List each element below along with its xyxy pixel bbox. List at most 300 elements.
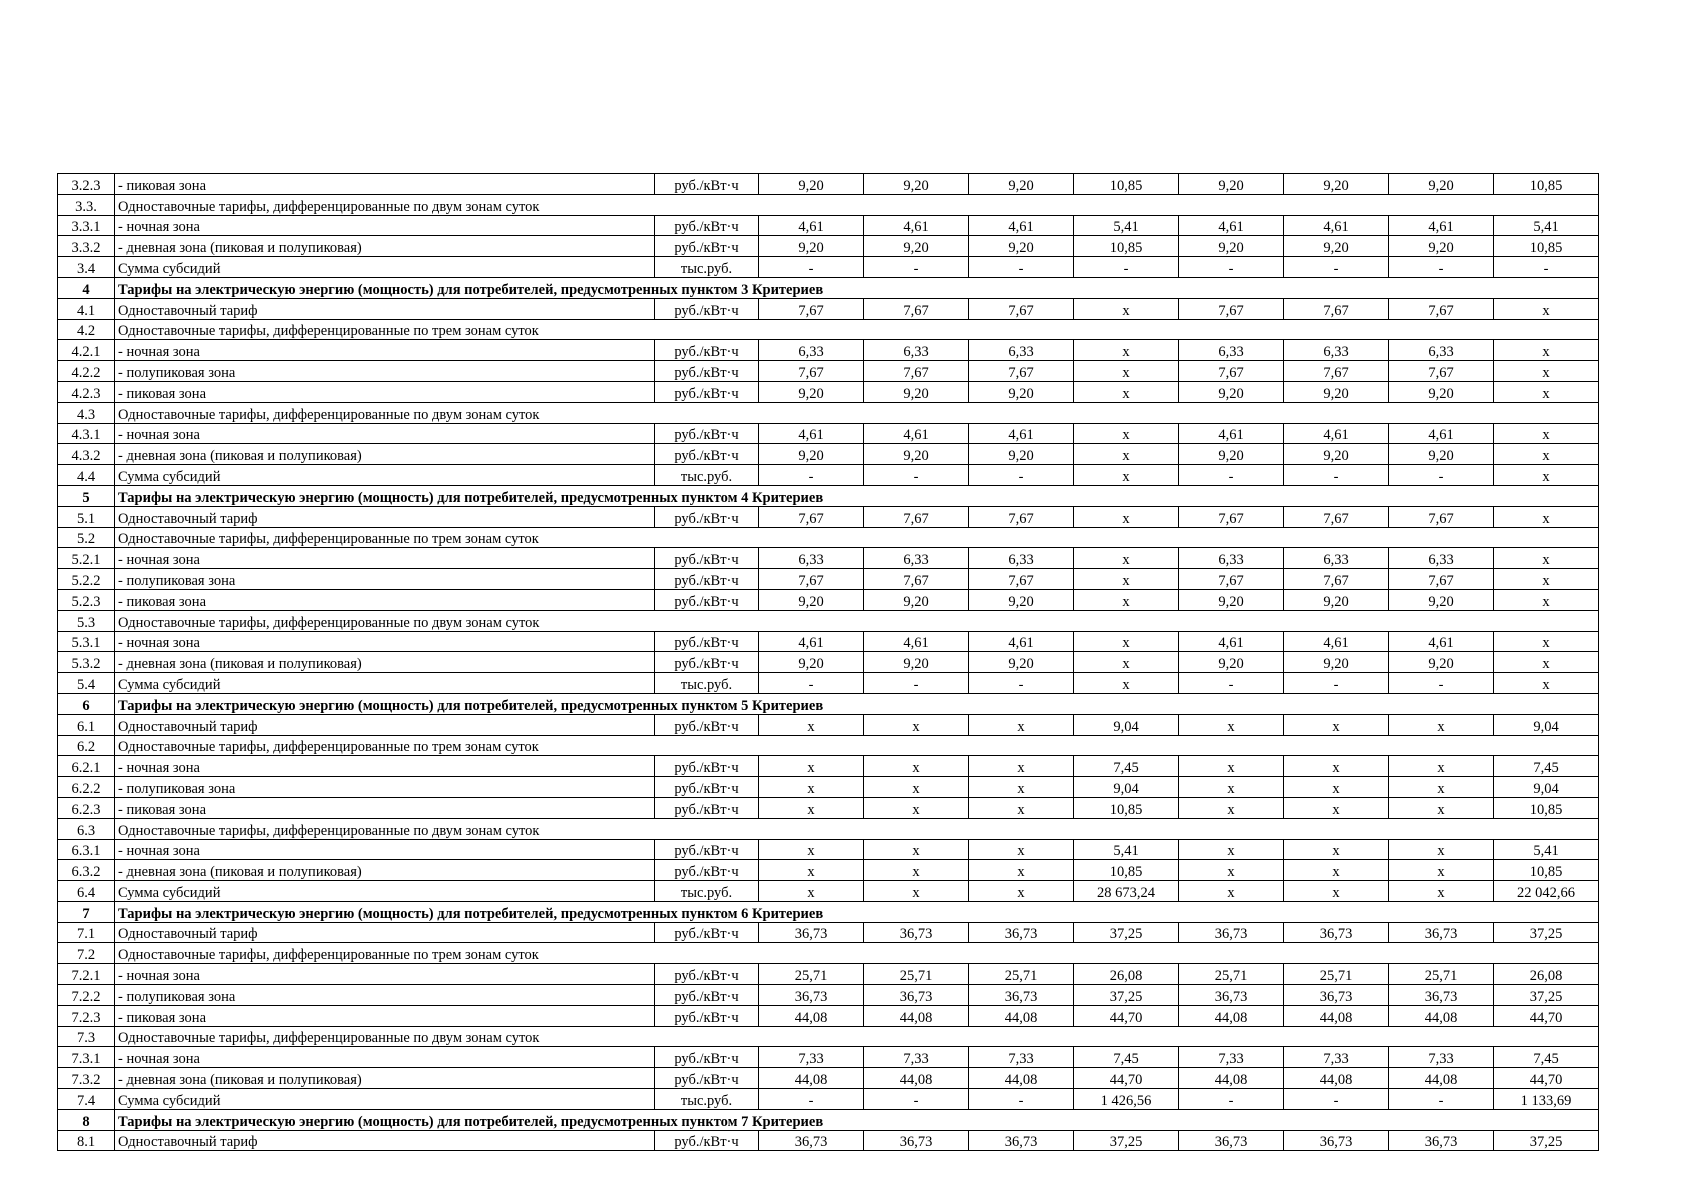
value-cell: 9,20 xyxy=(1179,444,1284,465)
unit-cell: руб./кВт·ч xyxy=(655,714,759,735)
row-name: - полупиковая зона xyxy=(115,569,655,590)
value-cell: 7,33 xyxy=(1389,1047,1494,1068)
value-cell: 7,45 xyxy=(1494,756,1599,777)
value-cell: 7,67 xyxy=(1284,361,1389,382)
table-row xyxy=(58,236,1599,257)
row-name: Одноставочные тарифы, дифференцированные по трем зонам суток xyxy=(115,527,1599,548)
value-cell: 7,67 xyxy=(759,569,864,590)
value-cell: - xyxy=(1284,465,1389,486)
value-cell: x xyxy=(1074,340,1179,361)
value-cell: 10,85 xyxy=(1494,174,1599,195)
value-cell: x xyxy=(759,714,864,735)
value-cell: 36,73 xyxy=(1179,922,1284,943)
value-cell: x xyxy=(1494,340,1599,361)
row-number: 8 xyxy=(58,1109,115,1130)
value-cell: x xyxy=(1389,756,1494,777)
value-cell: - xyxy=(969,673,1074,694)
value-cell: x xyxy=(1389,777,1494,798)
value-cell: x xyxy=(759,860,864,881)
value-cell: 7,45 xyxy=(1074,1047,1179,1068)
value-cell: 6,33 xyxy=(864,340,969,361)
table-row xyxy=(58,985,1599,1006)
row-name: Одноставочный тариф xyxy=(115,714,655,735)
value-cell: 36,73 xyxy=(1389,985,1494,1006)
value-cell: x xyxy=(1389,860,1494,881)
value-cell: 10,85 xyxy=(1074,797,1179,818)
value-cell: x xyxy=(759,777,864,798)
value-cell: 9,20 xyxy=(1179,381,1284,402)
value-cell: x xyxy=(1074,631,1179,652)
row-number: 4.2 xyxy=(58,319,115,340)
table-row xyxy=(58,860,1599,881)
value-cell: - xyxy=(969,1089,1074,1110)
value-cell: 9,20 xyxy=(1284,236,1389,257)
value-cell: 44,08 xyxy=(1389,1005,1494,1026)
value-cell: 44,08 xyxy=(1389,1068,1494,1089)
value-cell: 26,08 xyxy=(1494,964,1599,985)
value-cell: 9,20 xyxy=(1284,381,1389,402)
row-number: 4.2.2 xyxy=(58,361,115,382)
value-cell: 4,61 xyxy=(1284,423,1389,444)
row-number: 4 xyxy=(58,277,115,298)
value-cell: 7,67 xyxy=(864,361,969,382)
value-cell: x xyxy=(1074,673,1179,694)
value-cell: 4,61 xyxy=(864,215,969,236)
value-cell: 1 133,69 xyxy=(1494,1089,1599,1110)
value-cell: x xyxy=(1074,652,1179,673)
row-number: 3.3.1 xyxy=(58,215,115,236)
value-cell: x xyxy=(1074,361,1179,382)
section-row xyxy=(58,1109,1599,1130)
section-title: Тарифы на электрическую энергию (мощность) для потребителей, предусмотренных пунктом 6 Критериев xyxy=(115,901,1599,922)
value-cell: 9,04 xyxy=(1494,777,1599,798)
value-cell: 44,08 xyxy=(864,1005,969,1026)
value-cell: 4,61 xyxy=(1389,631,1494,652)
value-cell: 36,73 xyxy=(759,922,864,943)
value-cell: - xyxy=(864,1089,969,1110)
value-cell: x xyxy=(969,714,1074,735)
table-row xyxy=(58,922,1599,943)
value-cell: x xyxy=(969,777,1074,798)
value-cell: x xyxy=(969,797,1074,818)
value-cell: 7,33 xyxy=(969,1047,1074,1068)
row-name: - дневная зона (пиковая и полупиковая) xyxy=(115,1068,655,1089)
group-row xyxy=(58,735,1599,756)
unit-cell: руб./кВт·ч xyxy=(655,298,759,319)
row-number: 4.3.1 xyxy=(58,423,115,444)
row-name: Сумма субсидий xyxy=(115,257,655,278)
table-row xyxy=(58,964,1599,985)
value-cell: x xyxy=(1179,881,1284,902)
value-cell: 9,20 xyxy=(864,589,969,610)
unit-cell: руб./кВт·ч xyxy=(655,569,759,590)
value-cell: - xyxy=(1179,257,1284,278)
value-cell: - xyxy=(864,673,969,694)
value-cell: x xyxy=(759,797,864,818)
table-row xyxy=(58,465,1599,486)
value-cell: x xyxy=(1494,465,1599,486)
value-cell: - xyxy=(1074,257,1179,278)
group-row xyxy=(58,1026,1599,1047)
value-cell: 44,08 xyxy=(759,1068,864,1089)
value-cell: x xyxy=(1074,381,1179,402)
value-cell: 44,08 xyxy=(1179,1068,1284,1089)
group-row xyxy=(58,943,1599,964)
row-name: - ночная зона xyxy=(115,756,655,777)
unit-cell: руб./кВт·ч xyxy=(655,922,759,943)
value-cell: - xyxy=(1494,257,1599,278)
table-row xyxy=(58,298,1599,319)
unit-cell: руб./кВт·ч xyxy=(655,631,759,652)
row-name: Одноставочный тариф xyxy=(115,1130,655,1151)
value-cell: 6,33 xyxy=(1389,548,1494,569)
value-cell: 9,20 xyxy=(759,236,864,257)
unit-cell: руб./кВт·ч xyxy=(655,589,759,610)
table-row xyxy=(58,506,1599,527)
unit-cell: руб./кВт·ч xyxy=(655,174,759,195)
value-cell: 36,73 xyxy=(1284,1130,1389,1151)
value-cell: x xyxy=(969,839,1074,860)
table-row xyxy=(58,631,1599,652)
value-cell: - xyxy=(1389,1089,1494,1110)
value-cell: 37,25 xyxy=(1494,922,1599,943)
tariff-table-body xyxy=(58,174,1599,1151)
value-cell: 9,20 xyxy=(1389,589,1494,610)
value-cell: 10,85 xyxy=(1494,860,1599,881)
row-number: 5.3.2 xyxy=(58,652,115,673)
tariff-table xyxy=(57,173,1599,1151)
value-cell: x xyxy=(1389,797,1494,818)
row-name: Одноставочный тариф xyxy=(115,922,655,943)
row-number: 6.2 xyxy=(58,735,115,756)
value-cell: x xyxy=(1494,506,1599,527)
value-cell: - xyxy=(1284,1089,1389,1110)
row-number: 5.2.3 xyxy=(58,589,115,610)
row-number: 7.2 xyxy=(58,943,115,964)
row-name: Сумма субсидий xyxy=(115,465,655,486)
row-name: Сумма субсидий xyxy=(115,673,655,694)
value-cell: 7,33 xyxy=(1179,1047,1284,1068)
value-cell: 9,04 xyxy=(1074,777,1179,798)
row-name: - пиковая зона xyxy=(115,174,655,195)
table-row xyxy=(58,423,1599,444)
value-cell: x xyxy=(1179,756,1284,777)
table-row xyxy=(58,257,1599,278)
value-cell: 9,20 xyxy=(864,444,969,465)
value-cell: 25,71 xyxy=(1389,964,1494,985)
unit-cell: руб./кВт·ч xyxy=(655,506,759,527)
row-number: 7.1 xyxy=(58,922,115,943)
value-cell: 7,67 xyxy=(759,298,864,319)
table-row xyxy=(58,1130,1599,1151)
value-cell: 36,73 xyxy=(969,985,1074,1006)
row-name: - полупиковая зона xyxy=(115,985,655,1006)
row-name: Одноставочные тарифы, дифференцированные по двум зонам суток xyxy=(115,402,1599,423)
value-cell: 7,67 xyxy=(864,569,969,590)
table-row xyxy=(58,548,1599,569)
unit-cell: руб./кВт·ч xyxy=(655,548,759,569)
row-number: 5.2.2 xyxy=(58,569,115,590)
group-row xyxy=(58,319,1599,340)
value-cell: 36,73 xyxy=(864,922,969,943)
value-cell: x xyxy=(1074,506,1179,527)
unit-cell: руб./кВт·ч xyxy=(655,340,759,361)
table-row xyxy=(58,1047,1599,1068)
value-cell: 9,20 xyxy=(969,589,1074,610)
value-cell: 25,71 xyxy=(864,964,969,985)
value-cell: - xyxy=(969,465,1074,486)
value-cell: 7,67 xyxy=(969,569,1074,590)
unit-cell: руб./кВт·ч xyxy=(655,1068,759,1089)
row-name: - дневная зона (пиковая и полупиковая) xyxy=(115,652,655,673)
unit-cell: руб./кВт·ч xyxy=(655,361,759,382)
group-row xyxy=(58,402,1599,423)
value-cell: 7,67 xyxy=(1179,298,1284,319)
value-cell: x xyxy=(1074,298,1179,319)
value-cell: - xyxy=(1284,257,1389,278)
value-cell: 44,08 xyxy=(1179,1005,1284,1026)
value-cell: 10,85 xyxy=(1494,236,1599,257)
row-name: - дневная зона (пиковая и полупиковая) xyxy=(115,444,655,465)
section-title: Тарифы на электрическую энергию (мощность) для потребителей, предусмотренных пунктом 7 Критериев xyxy=(115,1109,1599,1130)
value-cell: 37,25 xyxy=(1074,985,1179,1006)
value-cell: 44,08 xyxy=(864,1068,969,1089)
section-row xyxy=(58,901,1599,922)
row-name: - пиковая зона xyxy=(115,589,655,610)
row-name: Одноставочные тарифы, дифференцированные по двум зонам суток xyxy=(115,1026,1599,1047)
unit-cell: руб./кВт·ч xyxy=(655,236,759,257)
value-cell: x xyxy=(1179,714,1284,735)
row-number: 5.3 xyxy=(58,610,115,631)
group-row xyxy=(58,610,1599,631)
value-cell: 25,71 xyxy=(1179,964,1284,985)
row-name: Одноставочный тариф xyxy=(115,298,655,319)
value-cell: x xyxy=(1074,444,1179,465)
value-cell: x xyxy=(1179,777,1284,798)
unit-cell: тыс.руб. xyxy=(655,465,759,486)
value-cell: 9,20 xyxy=(1389,381,1494,402)
value-cell: 9,20 xyxy=(1389,444,1494,465)
value-cell: x xyxy=(1284,756,1389,777)
value-cell: x xyxy=(1494,361,1599,382)
value-cell: 44,70 xyxy=(1494,1068,1599,1089)
value-cell: x xyxy=(1494,652,1599,673)
value-cell: - xyxy=(759,465,864,486)
value-cell: x xyxy=(864,881,969,902)
row-name: - ночная зона xyxy=(115,1047,655,1068)
row-number: 6.4 xyxy=(58,881,115,902)
table-row xyxy=(58,381,1599,402)
value-cell: 44,08 xyxy=(1284,1005,1389,1026)
row-name: Сумма субсидий xyxy=(115,1089,655,1110)
value-cell: 36,73 xyxy=(759,985,864,1006)
row-name: Одноставочный тариф xyxy=(115,506,655,527)
unit-cell: тыс.руб. xyxy=(655,673,759,694)
value-cell: 4,61 xyxy=(759,423,864,444)
value-cell: - xyxy=(1179,465,1284,486)
row-number: 6 xyxy=(58,693,115,714)
unit-cell: руб./кВт·ч xyxy=(655,1005,759,1026)
value-cell: 5,41 xyxy=(1074,215,1179,236)
value-cell: - xyxy=(969,257,1074,278)
row-number: 7.2.3 xyxy=(58,1005,115,1026)
value-cell: 7,67 xyxy=(864,506,969,527)
value-cell: 6,33 xyxy=(1389,340,1494,361)
unit-cell: руб./кВт·ч xyxy=(655,860,759,881)
row-number: 7.2.1 xyxy=(58,964,115,985)
value-cell: 9,20 xyxy=(969,381,1074,402)
value-cell: 4,61 xyxy=(864,631,969,652)
row-number: 3.4 xyxy=(58,257,115,278)
value-cell: 9,20 xyxy=(759,652,864,673)
value-cell: 7,67 xyxy=(1284,298,1389,319)
unit-cell: тыс.руб. xyxy=(655,257,759,278)
value-cell: 7,45 xyxy=(1074,756,1179,777)
row-name: - ночная зона xyxy=(115,548,655,569)
row-name: - пиковая зона xyxy=(115,381,655,402)
table-row xyxy=(58,361,1599,382)
section-title: Тарифы на электрическую энергию (мощность) для потребителей, предусмотренных пунктом 4 Критериев xyxy=(115,485,1599,506)
value-cell: - xyxy=(1284,673,1389,694)
table-row xyxy=(58,444,1599,465)
value-cell: 9,20 xyxy=(864,381,969,402)
group-row xyxy=(58,527,1599,548)
row-name: - полупиковая зона xyxy=(115,777,655,798)
row-number: 7 xyxy=(58,901,115,922)
value-cell: x xyxy=(1389,714,1494,735)
value-cell: 7,67 xyxy=(1389,298,1494,319)
value-cell: x xyxy=(1494,548,1599,569)
value-cell: 44,70 xyxy=(1494,1005,1599,1026)
value-cell: x xyxy=(759,881,864,902)
value-cell: 5,41 xyxy=(1074,839,1179,860)
value-cell: 4,61 xyxy=(759,631,864,652)
section-row xyxy=(58,693,1599,714)
value-cell: 36,73 xyxy=(969,922,1074,943)
value-cell: 7,67 xyxy=(864,298,969,319)
value-cell: 10,85 xyxy=(1494,797,1599,818)
row-number: 7.3.2 xyxy=(58,1068,115,1089)
row-number: 6.2.1 xyxy=(58,756,115,777)
value-cell: 9,20 xyxy=(1284,174,1389,195)
value-cell: 9,20 xyxy=(1179,236,1284,257)
value-cell: - xyxy=(1389,673,1494,694)
value-cell: x xyxy=(1074,465,1179,486)
value-cell: 4,61 xyxy=(1389,423,1494,444)
value-cell: 9,20 xyxy=(1284,589,1389,610)
value-cell: 36,73 xyxy=(1179,1130,1284,1151)
value-cell: 9,20 xyxy=(759,444,864,465)
value-cell: 36,73 xyxy=(1389,922,1494,943)
value-cell: 44,08 xyxy=(969,1005,1074,1026)
row-number: 3.2.3 xyxy=(58,174,115,195)
row-number: 5 xyxy=(58,485,115,506)
row-number: 6.3.2 xyxy=(58,860,115,881)
value-cell: 4,61 xyxy=(969,631,1074,652)
section-title: Тарифы на электрическую энергию (мощность) для потребителей, предусмотренных пунктом 3 Критериев xyxy=(115,277,1599,298)
value-cell: 37,25 xyxy=(1494,985,1599,1006)
row-number: 5.3.1 xyxy=(58,631,115,652)
section-row xyxy=(58,277,1599,298)
row-name: Одноставочные тарифы, дифференцированные по двум зонам суток xyxy=(115,610,1599,631)
value-cell: 9,20 xyxy=(1284,652,1389,673)
value-cell: x xyxy=(1494,298,1599,319)
row-name: - ночная зона xyxy=(115,340,655,361)
row-name: Одноставочные тарифы, дифференцированные по трем зонам суток xyxy=(115,943,1599,964)
value-cell: 36,73 xyxy=(759,1130,864,1151)
row-number: 4.2.1 xyxy=(58,340,115,361)
row-number: 5.2 xyxy=(58,527,115,548)
value-cell: 7,67 xyxy=(759,506,864,527)
value-cell: x xyxy=(1284,881,1389,902)
value-cell: 9,20 xyxy=(864,174,969,195)
value-cell: 1 426,56 xyxy=(1074,1089,1179,1110)
value-cell: 4,61 xyxy=(1179,423,1284,444)
unit-cell: руб./кВт·ч xyxy=(655,215,759,236)
value-cell: 9,20 xyxy=(969,444,1074,465)
value-cell: 6,33 xyxy=(759,548,864,569)
value-cell: 36,73 xyxy=(1284,922,1389,943)
row-number: 5.4 xyxy=(58,673,115,694)
value-cell: x xyxy=(1074,423,1179,444)
value-cell: x xyxy=(1494,444,1599,465)
value-cell: 4,61 xyxy=(1179,215,1284,236)
value-cell: 9,20 xyxy=(969,652,1074,673)
unit-cell: руб./кВт·ч xyxy=(655,985,759,1006)
row-number: 7.3 xyxy=(58,1026,115,1047)
value-cell: x xyxy=(1284,714,1389,735)
value-cell: 6,33 xyxy=(1284,548,1389,569)
value-cell: 7,33 xyxy=(864,1047,969,1068)
table-row xyxy=(58,714,1599,735)
value-cell: x xyxy=(864,756,969,777)
value-cell: 36,73 xyxy=(1389,1130,1494,1151)
group-row xyxy=(58,818,1599,839)
value-cell: x xyxy=(759,756,864,777)
table-row xyxy=(58,756,1599,777)
row-number: 6.1 xyxy=(58,714,115,735)
value-cell: - xyxy=(759,1089,864,1110)
value-cell: 7,67 xyxy=(1284,569,1389,590)
value-cell: 4,61 xyxy=(969,423,1074,444)
value-cell: 6,33 xyxy=(969,548,1074,569)
row-name: - ночная зона xyxy=(115,839,655,860)
value-cell: x xyxy=(1284,777,1389,798)
row-name: - полупиковая зона xyxy=(115,361,655,382)
value-cell: 9,20 xyxy=(1389,236,1494,257)
value-cell: 7,67 xyxy=(1389,506,1494,527)
value-cell: 10,85 xyxy=(1074,174,1179,195)
row-number: 4.3.2 xyxy=(58,444,115,465)
row-name: - ночная зона xyxy=(115,215,655,236)
value-cell: 36,73 xyxy=(969,1130,1074,1151)
value-cell: 7,67 xyxy=(969,506,1074,527)
value-cell: 7,67 xyxy=(1389,361,1494,382)
unit-cell: тыс.руб. xyxy=(655,881,759,902)
value-cell: 36,73 xyxy=(1179,985,1284,1006)
row-number: 4.3 xyxy=(58,402,115,423)
value-cell: x xyxy=(1074,569,1179,590)
value-cell: x xyxy=(864,839,969,860)
value-cell: 9,20 xyxy=(969,236,1074,257)
value-cell: x xyxy=(759,839,864,860)
row-name: Одноставочные тарифы, дифференцированные по двум зонам суток xyxy=(115,194,1599,215)
row-name: - дневная зона (пиковая и полупиковая) xyxy=(115,236,655,257)
unit-cell: руб./кВт·ч xyxy=(655,797,759,818)
value-cell: 6,33 xyxy=(864,548,969,569)
unit-cell: руб./кВт·ч xyxy=(655,777,759,798)
value-cell: x xyxy=(1494,673,1599,694)
